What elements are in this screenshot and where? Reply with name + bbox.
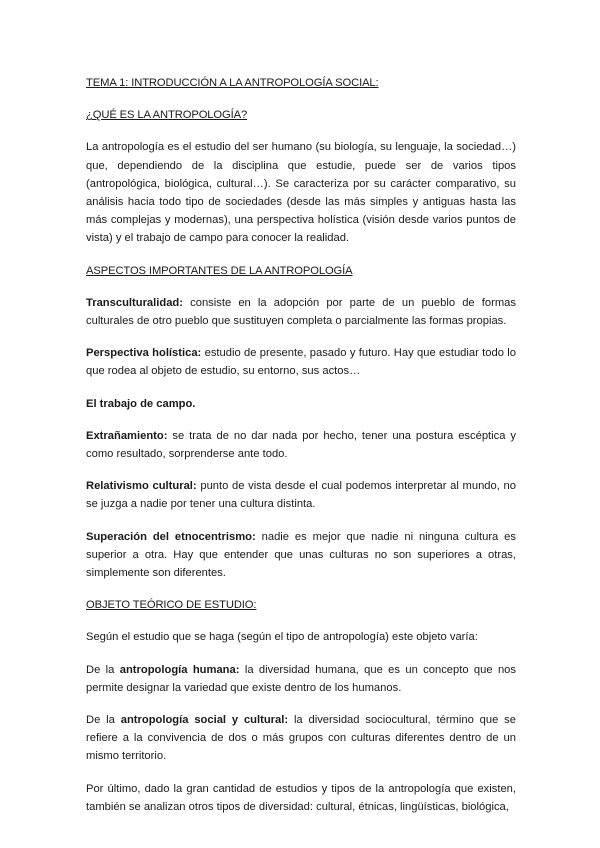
object-text: la diversidad sociocultural, término que se refiere a la convivencia de dos o más grupos con culturas diferentes dentro de un mismo territorio. — [86, 714, 516, 763]
aspect-text: punto de vista desde el cual podemos interpretar al mundo, no se juzga a nadie por tener una cultura distinta. — [86, 480, 516, 511]
section-heading-object: OBJETO TEÓRICO DE ESTUDIO: — [86, 599, 257, 612]
aspect-paragraph — [86, 344, 516, 380]
document-page — [86, 74, 516, 830]
aspect-text: se trata de no dar nada por hecho, tener una postura escéptica y como resultado, sorprenderse ante todo. — [86, 429, 516, 461]
section-heading-aspects: ASPECTOS IMPORTANTES DE LA ANTROPOLOGÍA — [86, 264, 353, 277]
aspect-term: El trabajo de campo. — [86, 397, 196, 410]
object-intro: Según el estudio que se haga (según el tipo de antropología) este objeto varía: — [86, 631, 478, 644]
aspect-term: Transculturalidad: — [86, 296, 183, 309]
intro-paragraph: La antropología es el estudio del ser humano (su biología, su lenguaje, la sociedad…) que, dependiendo de la disciplina que estudie, puede ser de varios tipos (antropológica, biológica, cultural…). Se caracteriza por su carácter comparativo, su análisis hacia todo tipo de sociedades (desde las más simples y antiguas hasta las más complejas y modernas), una perspectiva holística (visión desde varios puntos de vista) y el trabajo de campo para conocer la realidad. — [86, 141, 516, 245]
section-heading-what-is: ¿QUÉ ES LA ANTROPOLOGÍA? — [86, 109, 248, 122]
aspect-paragraph — [86, 477, 516, 513]
aspect-text: nadie es mejor que nadie ni ninguna cultura es superior a otra. Hay que entender que unas culturas no son superiores a otras, simplemente son diferentes. — [86, 530, 516, 580]
object-paragraph — [86, 711, 516, 766]
object-paragraph — [86, 661, 516, 697]
closing-paragraph: Por último, dado la gran cantidad de estudios y tipos de la antropología que existen, también se analizan otros tipos de diversidad: cultural, étnicas, lingüísticas, biológica, — [86, 782, 516, 813]
object-term: antropología humana: — [119, 663, 240, 676]
aspect-term: Superación del etnocentrismo: — [86, 530, 256, 543]
object-prefix: De la — [86, 663, 120, 676]
aspect-paragraph — [86, 395, 516, 413]
object-text: la diversidad humana, que es un concepto que nos permite designar la variedad que existe dentro de los humanos. — [86, 663, 517, 694]
document-title: TEMA 1: INTRODUCCIÓN A LA ANTROPOLOGÍA SOCIAL: — [86, 77, 379, 89]
aspect-text: consiste en la adopción por parte de un pueblo de formas culturales de otro pueblo que sustituyen completa o parcialmente las formas propias. — [86, 296, 516, 328]
aspect-paragraph — [86, 427, 516, 463]
aspect-term: Perspectiva holística: — [86, 347, 202, 360]
aspect-term: Relativismo cultural: — [86, 480, 197, 493]
object-term: antropología social y cultural: — [120, 714, 289, 727]
object-prefix: De la — [86, 714, 121, 727]
aspect-text: estudio de presente, pasado y futuro. Hay que estudiar todo lo que rodea al objeto de estudio, su entorno, sus actos… — [86, 347, 516, 378]
aspect-paragraph — [86, 528, 516, 583]
aspect-term: Extrañamiento: — [86, 429, 168, 442]
aspect-paragraph — [86, 294, 516, 330]
